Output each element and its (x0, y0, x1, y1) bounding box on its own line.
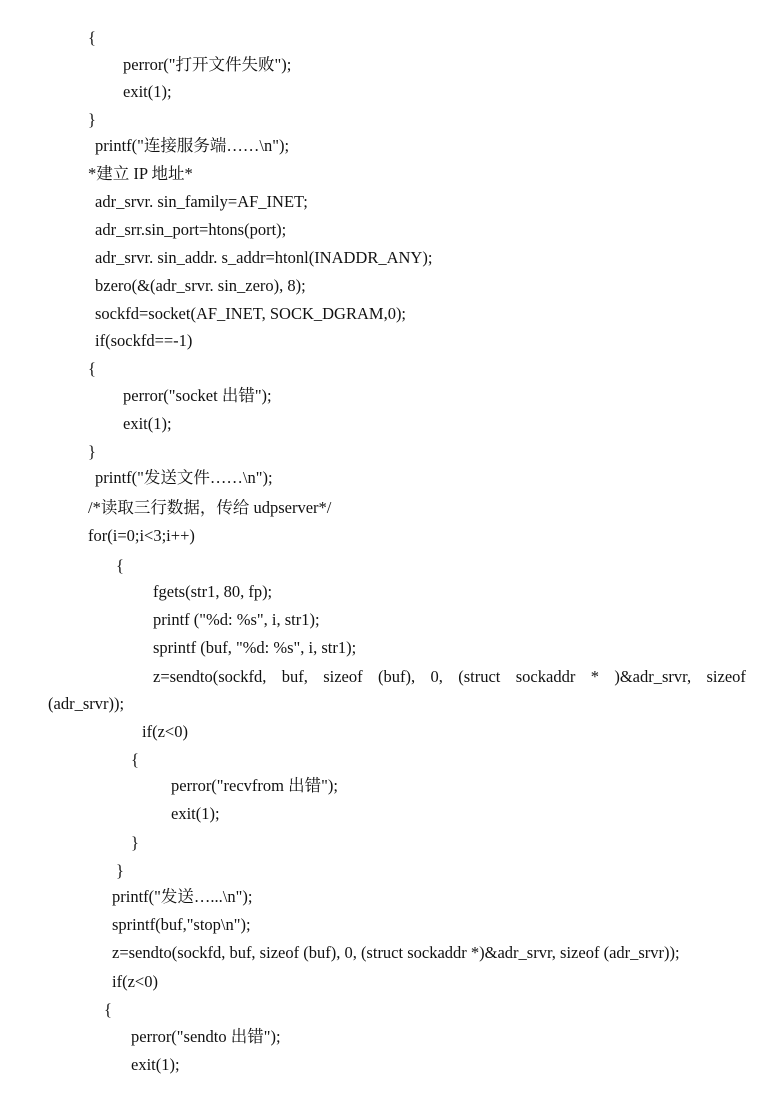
code-line: exit(1); (123, 82, 172, 101)
code-token: )&adr_srvr, (614, 667, 692, 686)
code-line: perror("sendto 出错"); (131, 1027, 281, 1046)
code-line: exit(1); (131, 1055, 180, 1074)
code-line: sprintf (buf, "%d: %s", i, str1); (153, 638, 357, 657)
code-line: sprintf(buf,"stop\n"); (112, 915, 251, 934)
code-line: adr_srvr. sin_addr. s_addr=htonl(INADDR_ANY); (95, 248, 433, 267)
code-line: fgets(str1, 80, fp); (153, 582, 273, 601)
code-line: perror("打开文件失败"); (123, 55, 292, 74)
code-token: sizeof (323, 667, 363, 686)
code-token: sizeof (706, 667, 746, 686)
code-line: z=sendto(sockfd, buf, sizeof (buf), 0, (struct sockaddr *)&adr_srvr, sizeof (adr_srvr)); (112, 943, 680, 962)
code-line: } (88, 110, 96, 129)
code-token: (struct (458, 667, 501, 686)
code-line: { (104, 1000, 112, 1019)
code-token: buf, (281, 667, 308, 686)
code-line: adr_srr.sin_port=htons(port); (95, 220, 287, 239)
code-line: } (131, 833, 139, 852)
code-line-justified (153, 667, 746, 687)
code-token: z=sendto(sockfd, (153, 667, 267, 686)
code-line: bzero(&(adr_srvr. sin_zero), 8); (95, 276, 306, 295)
code-line: if(z<0) (112, 972, 158, 991)
code-line: printf("发送文件……\n"); (95, 468, 273, 487)
code-token: sockaddr (515, 667, 576, 686)
code-line: } (116, 861, 124, 880)
code-line: /*读取三行数据，传给 udpserver*/ (88, 498, 332, 517)
code-line: *建立 IP 地址* (88, 164, 193, 183)
code-line: sockfd=socket(AF_INET, SOCK_DGRAM,0); (95, 304, 407, 323)
code-token: * (590, 667, 599, 686)
code-line: { (116, 556, 124, 575)
code-line: adr_srvr. sin_family=AF_INET; (95, 192, 308, 211)
code-line: if(z<0) (142, 722, 188, 741)
code-line: { (88, 359, 96, 378)
code-line: (adr_srvr)); (48, 694, 125, 713)
code-line: exit(1); (171, 804, 220, 823)
code-line: printf ("%d: %s", i, str1); (153, 610, 320, 629)
code-line: perror("recvfrom 出错"); (171, 776, 338, 795)
code-line: for(i=0;i<3;i++) (88, 526, 195, 545)
code-line: printf("连接服务端……\n"); (95, 136, 290, 155)
code-line: { (88, 28, 96, 47)
code-line: exit(1); (123, 414, 172, 433)
code-line: } (88, 442, 96, 461)
code-line: printf("发送…...\n"); (112, 887, 253, 906)
code-line: if(sockfd==-1) (95, 331, 193, 350)
code-line: perror("socket 出错"); (123, 386, 272, 405)
code-line: { (131, 750, 139, 769)
code-token: 0, (430, 667, 443, 686)
code-token: (buf), (377, 667, 416, 686)
